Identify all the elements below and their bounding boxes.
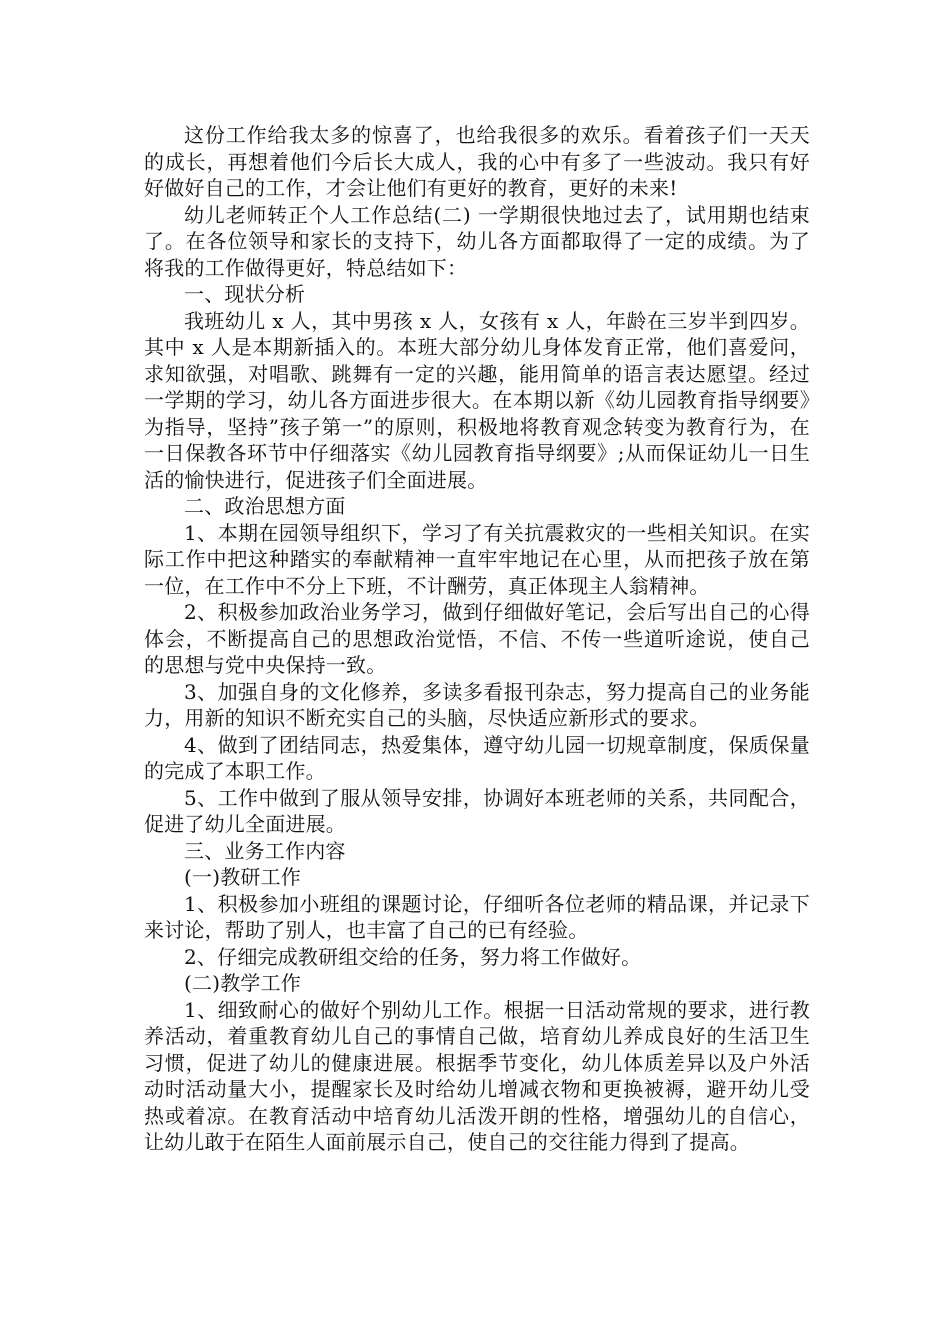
section-heading: 三、业务工作内容 — [184, 838, 346, 863]
subsection-heading: (一)教研工作 — [184, 865, 302, 889]
paragraph: 1、细致耐心的做好个别幼儿工作。根据一日活动常规的要求，进行教养活动，着重教育幼儿自己的事情自己做，培育幼儿养成良好的生活卫生习惯，促进了幼儿的健康进展。根据季节变化，幼儿体质差异以及户外活动时活动量大小，提醒家长及时给幼儿增减衣物和更换被褥，避开幼儿受热或着凉。在教育活动中培育幼儿活泼开朗的性格，增强幼儿的自信心，让幼儿敢于在陌生人面前展示自己，使自己的交往能力得到了提高。 — [144, 997, 810, 1154]
paragraph: 我班幼儿 x 人，其中男孩 x 人，女孩有 x 人，年龄在三岁半到四岁。其中 x 人是本期新插入的。本班大部分幼儿身体发育正常，他们喜爱问，求知欲强，对唱歌、跳舞有一定的兴趣，能用简单的语言表达愿望。经过一学期的学习，幼儿各方面进步很大。在本期以新《幼儿园教育指导纲要》为指导，坚持”孩子第一”的原则，积极地将教育观念转变为教育行为，在一日保教各环节中仔细落实《幼儿园教育指导纲要》;从而保证幼儿一日生活的愉快进行，促进孩子们全面进展。 — [144, 308, 810, 492]
paragraph: 2、仔细完成教研组交给的任务，努力将工作做好。 — [184, 944, 642, 969]
paragraph: 2、积极参加政治业务学习，做到仔细做好笔记，会后写出自己的心得体会，不断提高自己的思想政治觉悟，不信、不传一些道听途说，使自己的思想与党中央保持一致。 — [144, 600, 810, 677]
paragraph: 3、加强自身的文化修养，多读多看报刊杂志，努力提高自己的业务能力，用新的知识不断充实自己的头脑，尽快适应新形式的要求。 — [144, 679, 810, 730]
section-heading: 二、政治思想方面 — [184, 494, 346, 518]
section-heading: 一、现状分析 — [184, 282, 306, 306]
paragraph: 1、本期在园领导组织下，学习了有关抗震救灾的一些相关知识。在实际工作中把这种踏实的奉献精神一直牢牢地记在心里，从而把孩子放在第一位，在工作中不分上下班，不计酬劳，真正体现主人翁精神。 — [144, 520, 810, 598]
paragraph: 幼儿老师转正个人工作总结(二) 一学期很快地过去了，试用期也结束了。在各位领导和家长的支持下，幼儿各方面都取得了一定的成绩。为了将我的工作做得更好，特总结如下： — [144, 202, 810, 280]
paragraph: 1、积极参加小班组的课题讨论，仔细听各位老师的精品课，并记录下来讨论，帮助了别人，也丰富了自己的已有经验。 — [144, 891, 810, 942]
paragraph: 5、工作中做到了服从领导安排，协调好本班老师的关系，共同配合，促进了幼儿全面进展。 — [144, 785, 810, 836]
document-body — [144, 122, 810, 1156]
paragraph: 这份工作给我太多的惊喜了，也给我很多的欢乐。看着孩子们一天天的成长，再想着他们今后长大成人，我的心中有多了一些波动。我只有好好做好自己的工作，才会让他们有更好的教育，更好的未来! — [144, 123, 810, 200]
paragraph: 4、做到了团结同志，热爱集体，遵守幼儿园一切规章制度，保质保量的完成了本职工作。 — [144, 732, 810, 783]
subsection-heading: (二)教学工作 — [184, 971, 302, 995]
